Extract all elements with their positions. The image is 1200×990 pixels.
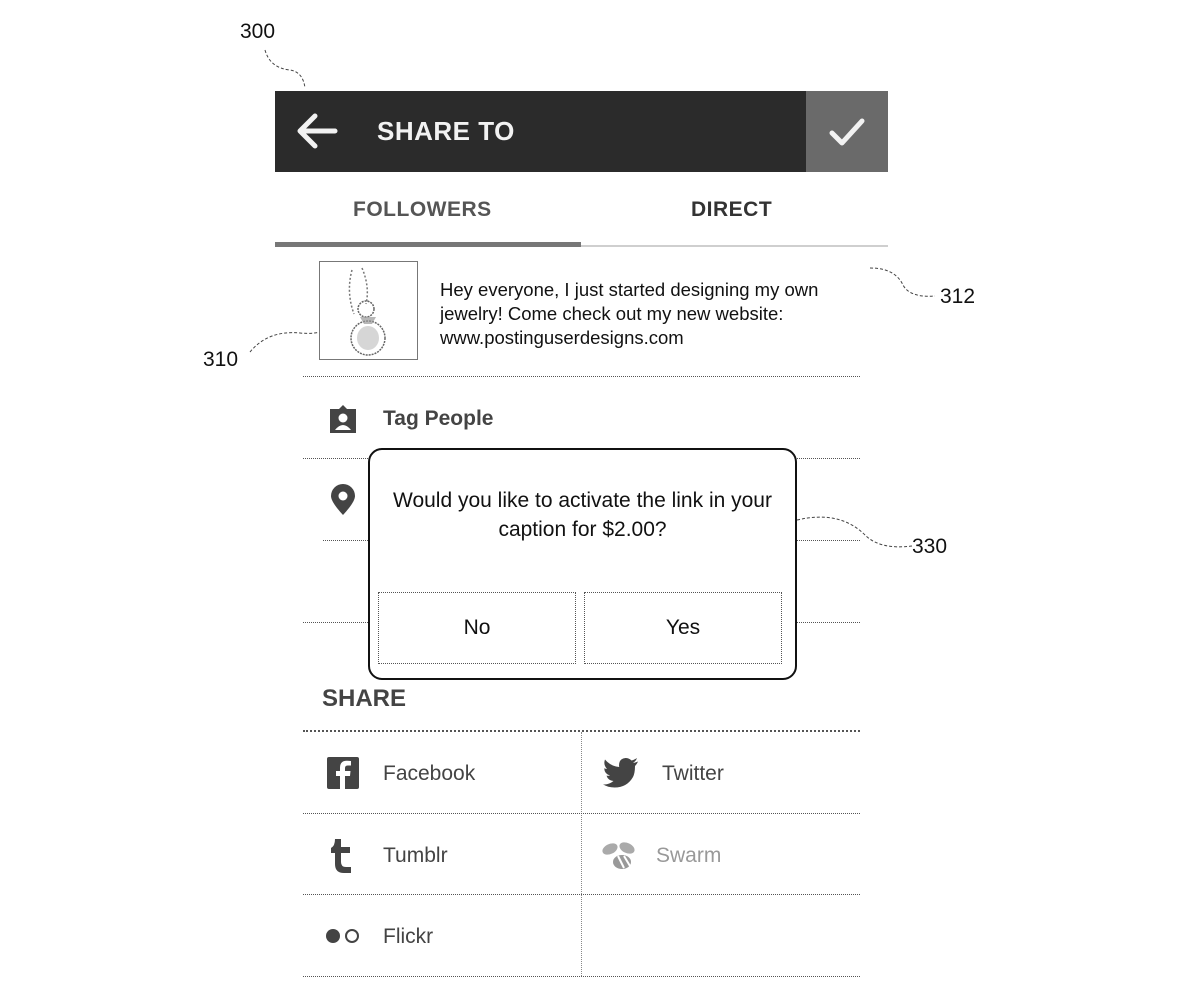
flickr-icon	[325, 928, 361, 949]
location-pin-icon	[329, 484, 357, 521]
share-twitter[interactable]: Twitter	[662, 762, 724, 785]
post-caption[interactable]: Hey everyone, I just started designing my own jewelry! Come check out my new website: www.postinguserdesigns.com	[440, 279, 819, 348]
ref-numeral-312: 312	[940, 285, 976, 308]
share-header	[275, 91, 888, 172]
tumblr-icon	[329, 839, 355, 878]
twitter-icon	[603, 758, 639, 793]
tag-person-icon	[327, 403, 359, 440]
ref-numeral-310: 310	[203, 348, 239, 371]
divider	[303, 894, 860, 895]
facebook-icon	[327, 757, 359, 794]
share-flickr[interactable]: Flickr	[383, 925, 434, 948]
back-arrow-icon[interactable]	[295, 109, 339, 153]
share-facebook[interactable]: Facebook	[383, 762, 476, 785]
column-divider	[581, 732, 582, 976]
tab-followers[interactable]: FOLLOWERS	[353, 198, 492, 221]
share-tumblr[interactable]: Tumblr	[383, 844, 448, 867]
divider	[303, 976, 860, 977]
divider	[303, 813, 860, 814]
ref-numeral-330: 330	[912, 535, 948, 558]
activate-link-dialog	[368, 448, 797, 680]
divider	[303, 376, 860, 377]
checkmark-icon	[828, 113, 866, 151]
tab-active-indicator	[275, 242, 581, 247]
tab-direct[interactable]: DIRECT	[691, 198, 773, 221]
share-swarm[interactable]: Swarm	[656, 844, 722, 867]
tag-people-option[interactable]: Tag People	[383, 407, 494, 430]
dialog-message: Would you like to activate the link in your caption for $2.00?	[393, 489, 772, 541]
jewelry-image-icon	[320, 262, 417, 359]
page-title: SHARE TO	[377, 116, 515, 146]
ref-numeral-300: 300	[240, 20, 276, 43]
share-section-title: SHARE	[322, 685, 407, 712]
swarm-icon	[600, 839, 638, 876]
confirm-button[interactable]	[806, 91, 888, 172]
post-thumbnail	[319, 261, 418, 360]
yes-button[interactable]: Yes	[584, 592, 782, 664]
no-button[interactable]: No	[378, 592, 576, 664]
